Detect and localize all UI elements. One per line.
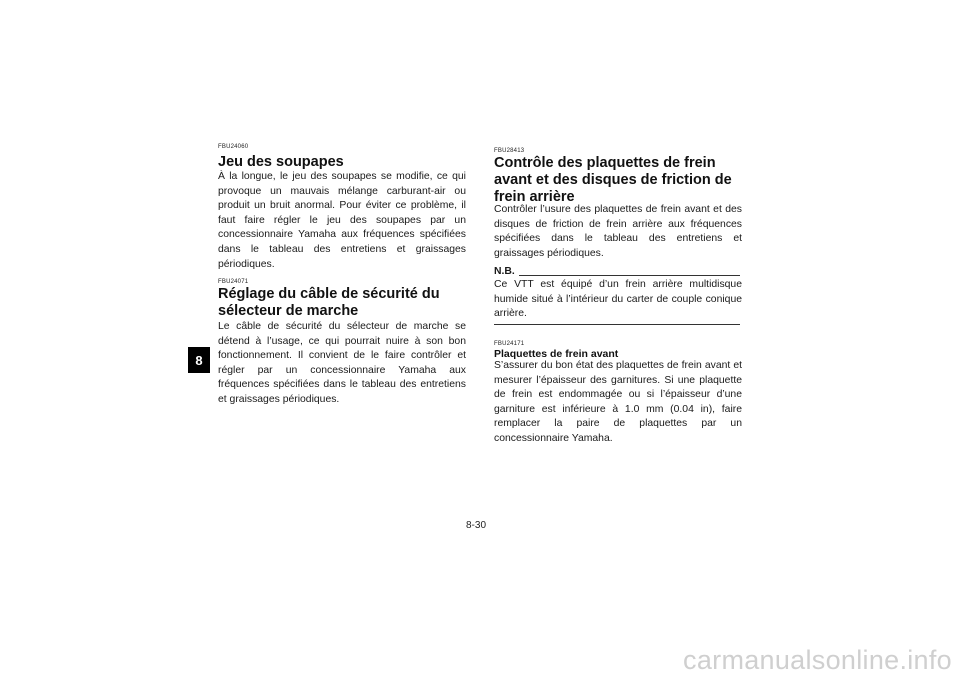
section-title: Jeu des soupapes: [218, 154, 344, 170]
note-header: [494, 266, 740, 278]
section-title: Réglage du câble de sécurité du sélecteur de marche: [218, 286, 440, 319]
section-code: FBU28413: [494, 148, 525, 154]
page-number: 8-30: [466, 520, 487, 531]
section-body: Contrôler l’usure des plaquettes de frein avant et des disques de friction de frein arrière aux fréquences spécifiées dans le tableau des entretiens et graissages périodiques.: [494, 204, 742, 259]
section-title: Contrôle des plaquettes de frein avant et des disques de friction de frein arrière: [494, 155, 732, 205]
note-end-rule: [494, 324, 740, 325]
subsection-title: Plaquettes de frein avant: [494, 348, 619, 360]
watermark: carmanualsonline.info: [683, 645, 952, 675]
section-body: S’assurer du bon état des plaquettes de frein avant et mesurer l’épaisseur des garnitures. Si une plaquette de frein est endommagée ou si l’épaisseur d’une garniture est inférieure à 1.0 mm (0.04 in), faire remplacer la paire de plaquettes par un concessionnaire Yamaha.: [494, 360, 742, 444]
chapter-tab: 8: [188, 347, 210, 373]
section-code: FBU24060: [218, 144, 249, 150]
section-code: FBU24171: [494, 341, 525, 347]
note-label: N.B.: [494, 266, 515, 277]
note-body: Ce VTT est équipé d’un frein arrière multidisque humide situé à l’intérieur du carter de couple conique arrière.: [494, 279, 742, 320]
note-rule: [519, 275, 740, 276]
section-body: Le câble de sécurité du sélecteur de marche se détend à l’usage, ce qui pourrait nuire à son bon fonctionnement. Il convient de le faire contrôler et régler par un concessionnaire Yamaha aux fréquences spécifiées dans le tableau des entretiens et graissages périodiques.: [218, 321, 466, 405]
section-code: FBU24071: [218, 279, 249, 285]
section-body: À la longue, le jeu des soupapes se modifie, ce qui provoque un mauvais mélange carburant-air ou produit un bruit anormal. Pour éviter ce problème, il faut faire régler le jeu des soupapes par un concessionnaire Yamaha aux fréquences spécifiées dans le tableau des entretiens et graissages périodiques.: [218, 171, 466, 270]
